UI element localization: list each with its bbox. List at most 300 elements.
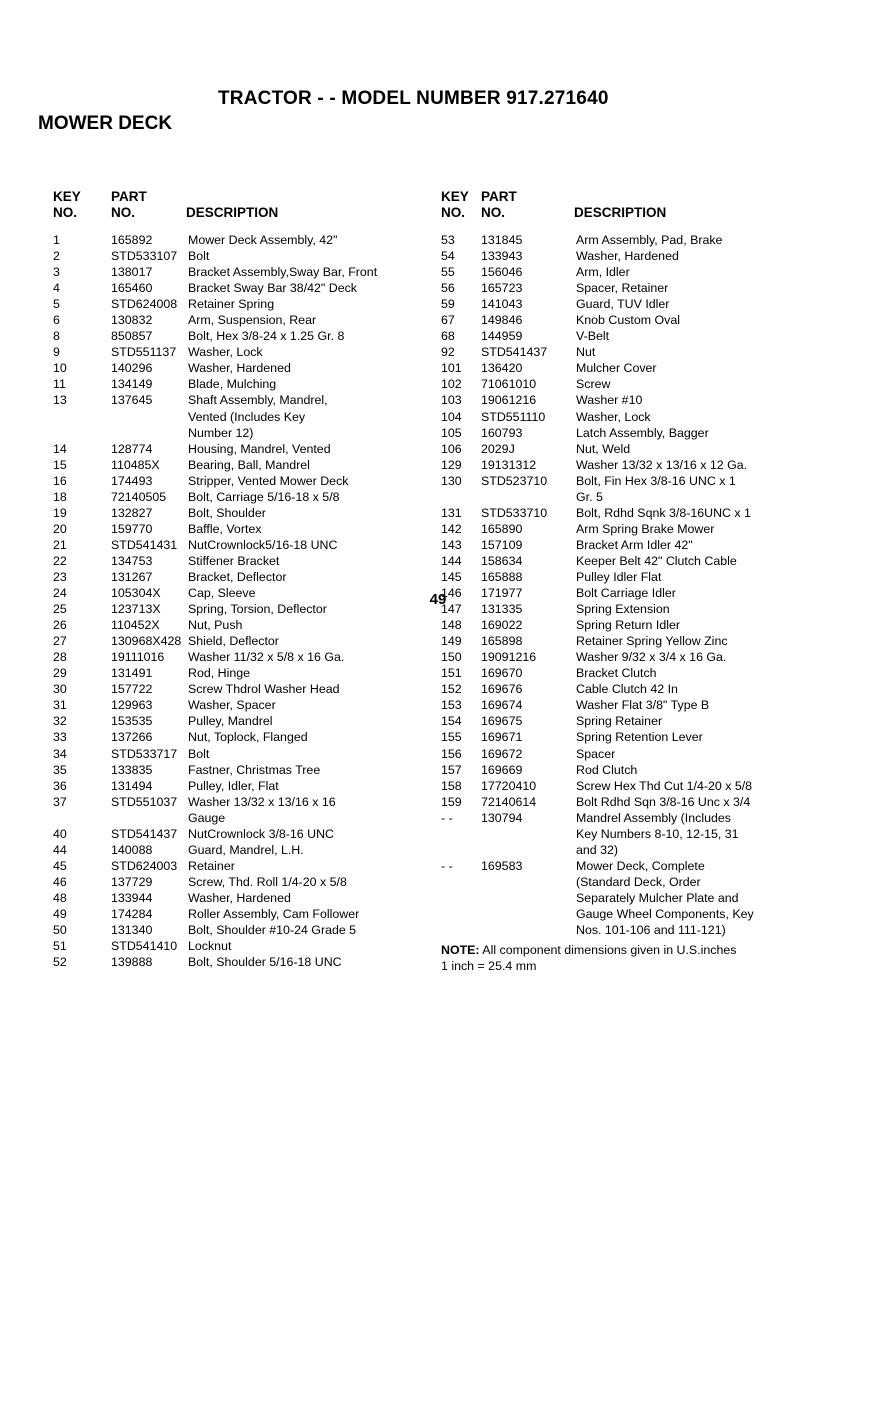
description: Bracket Sway Bar 38/42" Deck	[188, 281, 357, 296]
table-row	[441, 441, 841, 457]
key-no: 59	[441, 297, 455, 312]
part-no: 105304X	[111, 586, 161, 601]
table-row	[441, 248, 841, 264]
description: Screw Hex Thd Cut 1/4-20 x 5/8	[576, 778, 753, 793]
description: Locknut	[188, 939, 232, 954]
part-no: 137266	[111, 730, 153, 745]
description: Arm, Suspension, Rear	[188, 313, 317, 328]
table-row	[53, 954, 431, 970]
key-no: 29	[53, 666, 67, 681]
key-no: 14	[53, 441, 67, 456]
part-no: 140296	[111, 361, 153, 376]
key-no: 154	[441, 714, 462, 729]
part-no: 128774	[111, 441, 153, 456]
table-row	[53, 296, 431, 312]
description: Washer, Spacer	[188, 698, 276, 713]
table-row	[53, 280, 431, 296]
key-no: 37	[53, 794, 67, 809]
key-no: 51	[53, 939, 67, 954]
part-no: 2029J	[481, 441, 515, 456]
table-row	[441, 505, 841, 521]
key-no: 50	[53, 923, 67, 938]
parts-column-right	[441, 189, 841, 974]
table-row	[53, 232, 431, 248]
part-no: 169669	[481, 762, 523, 777]
key-no: 104	[441, 409, 462, 424]
key-no: 67	[441, 313, 455, 328]
description-header: DESCRIPTION	[186, 205, 279, 220]
table-row	[441, 713, 841, 729]
table-row	[53, 392, 431, 440]
key-no: 16	[53, 473, 67, 488]
table-row	[53, 457, 431, 473]
key-no: 22	[53, 553, 67, 568]
key-no: 19	[53, 505, 67, 520]
table-row	[53, 842, 431, 858]
table-row	[441, 858, 841, 938]
part-no: 153535	[111, 714, 153, 729]
column-headers	[53, 189, 431, 221]
part-no: 169672	[481, 746, 523, 761]
part-no: STD551037	[111, 794, 178, 809]
table-row	[53, 649, 431, 665]
description: Spring Extension	[576, 602, 670, 617]
key-no: 18	[53, 489, 67, 504]
part-no: 110452X	[111, 618, 160, 633]
table-row	[53, 505, 431, 521]
description: Arm Assembly, Pad, Brake	[576, 233, 723, 247]
part-no: STD523710	[481, 473, 548, 488]
key-no: 10	[53, 361, 67, 376]
part-no: 157109	[481, 537, 523, 552]
key-no-header: KEY NO.	[53, 189, 81, 220]
part-no: 165898	[481, 634, 523, 649]
part-no: 156046	[481, 265, 523, 280]
key-no: 101	[441, 361, 462, 376]
key-no: 9	[53, 345, 60, 360]
description: Bolt, Shoulder #10-24 Grade 5	[188, 923, 357, 938]
description: Screw, Thd. Roll 1/4-20 x 5/8	[188, 874, 347, 889]
table-row	[53, 794, 431, 826]
table-row	[441, 344, 841, 360]
key-no: 153	[441, 698, 462, 713]
part-no-header: PART NO.	[481, 189, 517, 220]
description: Nut, Push	[188, 618, 243, 633]
table-row	[441, 296, 841, 312]
key-no: 24	[53, 586, 67, 601]
description: Bolt	[188, 746, 210, 761]
table-row	[53, 778, 431, 794]
key-no: 56	[441, 281, 455, 296]
description: Nut	[576, 345, 596, 360]
description: Guard, TUV Idler	[576, 297, 670, 312]
description: Pulley, Mandrel	[188, 714, 273, 729]
description: Bracket, Deflector	[188, 569, 287, 584]
part-no: 165723	[481, 281, 523, 296]
table-row	[441, 521, 841, 537]
description: Washer 13/32 x 13/16 x 16 Gauge	[188, 794, 336, 825]
table-row	[53, 890, 431, 906]
part-no: 140088	[111, 842, 153, 857]
table-row	[53, 681, 431, 697]
description: Rod, Hinge	[188, 666, 250, 681]
key-no-header: KEY NO.	[441, 189, 469, 220]
part-no: 123713X	[111, 602, 161, 617]
description: Screw Thdrol Washer Head	[188, 682, 340, 697]
part-no: STD541410	[111, 939, 178, 954]
key-no: 143	[441, 537, 462, 552]
part-no: 137729	[111, 874, 153, 889]
key-no: 149	[441, 634, 462, 649]
part-no: 134753	[111, 553, 153, 568]
key-no: 144	[441, 553, 462, 568]
description: Pulley Idler Flat	[576, 569, 662, 584]
description: Mandrel Assembly (Includes Key Numbers 8-10, 12-15, 31 and 32)	[576, 810, 739, 857]
part-no: 169675	[481, 714, 523, 729]
description: Bracket Arm Idler 42"	[576, 537, 693, 552]
part-no: 138017	[111, 265, 153, 280]
description: Bracket Assembly,Sway Bar, Front	[188, 265, 378, 280]
part-no: 174284	[111, 906, 153, 921]
description: Arm, Idler	[576, 265, 630, 280]
key-no: 147	[441, 602, 462, 617]
part-no: 165892	[111, 233, 153, 247]
table-row	[53, 746, 431, 762]
description: Fastner, Christmas Tree	[188, 762, 321, 777]
description: Cable Clutch 42 In	[576, 682, 678, 697]
table-row	[441, 457, 841, 473]
key-no: 54	[441, 249, 455, 264]
part-no: STD541437	[481, 345, 548, 360]
table-row	[441, 778, 841, 794]
table-row	[441, 569, 841, 585]
part-no-header: PART NO.	[111, 189, 147, 220]
key-no: 148	[441, 618, 462, 633]
part-no: 131335	[481, 602, 523, 617]
key-no: 145	[441, 569, 462, 584]
key-no: 23	[53, 569, 67, 584]
key-no: 35	[53, 762, 67, 777]
description: Washer, Hardened	[188, 890, 291, 905]
key-no: 53	[441, 233, 455, 247]
key-no: 1	[53, 233, 60, 247]
note-text: All component dimensions given in U.S.inches	[479, 943, 737, 958]
description: Bolt, Shoulder	[188, 505, 266, 520]
table-row	[53, 713, 431, 729]
description: Bracket Clutch	[576, 666, 657, 681]
table-row	[53, 360, 431, 376]
part-no: 131491	[111, 666, 153, 681]
part-no: 72140505	[111, 489, 167, 504]
description: Washer 13/32 x 13/16 x 12 Ga.	[576, 457, 748, 472]
key-no: 26	[53, 618, 67, 633]
table-row	[441, 810, 841, 858]
description: Arm Spring Brake Mower	[576, 521, 715, 536]
description: Mulcher Cover	[576, 361, 657, 376]
part-no: 169583	[481, 858, 523, 873]
table-row	[53, 328, 431, 344]
description: Roller Assembly, Cam Follower	[188, 906, 360, 921]
key-no: 151	[441, 666, 462, 681]
description: Cap, Sleeve	[188, 586, 256, 601]
table-row	[441, 729, 841, 745]
key-no: 6	[53, 313, 60, 328]
description: Screw	[576, 377, 611, 392]
key-no: 27	[53, 634, 67, 649]
table-row	[441, 746, 841, 762]
part-no: 174493	[111, 473, 153, 488]
description: NutCrownlock5/16-18 UNC	[188, 537, 338, 552]
table-row	[441, 617, 841, 633]
table-row	[53, 617, 431, 633]
description: Washer, Lock	[188, 345, 263, 360]
key-no: 68	[441, 329, 455, 344]
description: Bolt, Fin Hex 3/8-16 UNC x 1 Gr. 5	[576, 473, 736, 504]
note-label: NOTE:	[441, 943, 480, 958]
description: Bolt, Carriage 5/16-18 x 5/8	[188, 489, 340, 504]
part-no: 165460	[111, 281, 153, 296]
part-no: 159770	[111, 521, 153, 536]
part-no: 169671	[481, 730, 523, 745]
table-row	[53, 264, 431, 280]
key-no: 52	[53, 955, 67, 970]
description: Spacer, Retainer	[576, 281, 669, 296]
key-no: 25	[53, 602, 67, 617]
part-no: 19131312	[481, 457, 537, 472]
description: Latch Assembly, Bagger	[576, 425, 709, 440]
table-row	[441, 376, 841, 392]
description: Washer #10	[576, 393, 643, 408]
description: Shield, Deflector	[188, 634, 279, 649]
part-no: 165890	[481, 521, 523, 536]
part-no: 850857	[111, 329, 153, 344]
description: Retainer Spring Yellow Zinc	[576, 634, 728, 649]
page-title: TRACTOR - - MODEL NUMBER 917.271640	[218, 88, 609, 109]
description-header: DESCRIPTION	[574, 205, 667, 220]
description: Bolt, Hex 3/8-24 x 1.25 Gr. 8	[188, 329, 345, 344]
table-row	[441, 537, 841, 553]
description: Bolt Rdhd Sqn 3/8-16 Unc x 3/4	[576, 794, 751, 809]
table-row	[441, 762, 841, 778]
description: Washer, Lock	[576, 409, 651, 424]
column-headers	[441, 189, 841, 221]
table-row	[53, 248, 431, 264]
key-no: 152	[441, 682, 462, 697]
description: Washer 9/32 x 3/4 x 16 Ga.	[576, 650, 727, 665]
table-row	[53, 762, 431, 778]
table-row	[53, 553, 431, 569]
table-row	[441, 232, 841, 248]
description: Guard, Mandrel, L.H.	[188, 842, 304, 857]
key-no: 33	[53, 730, 67, 745]
table-row	[441, 392, 841, 408]
key-no: 5	[53, 297, 60, 312]
key-no: 130	[441, 473, 462, 488]
description: Baffle, Vortex	[188, 521, 262, 536]
table-row	[53, 874, 431, 890]
key-no: 11	[53, 377, 66, 392]
part-no: 144959	[481, 329, 523, 344]
table-row	[53, 665, 431, 681]
key-no: 13	[53, 393, 67, 408]
table-row	[441, 280, 841, 296]
description: Retainer Spring	[188, 297, 275, 312]
key-no: 40	[53, 826, 67, 841]
parts-list-right	[441, 232, 841, 938]
key-no: 3	[53, 265, 60, 280]
table-row	[53, 344, 431, 360]
table-row	[441, 264, 841, 280]
key-no: 32	[53, 714, 67, 729]
description: Housing, Mandrel, Vented	[188, 441, 331, 456]
description: Washer, Hardened	[576, 249, 679, 264]
part-no: 133944	[111, 890, 153, 905]
description: Mower Deck Assembly, 42"	[188, 233, 338, 247]
part-no: 169022	[481, 618, 523, 633]
key-no: 159	[441, 794, 462, 809]
table-row	[441, 328, 841, 344]
section-title: MOWER DECK	[38, 113, 173, 134]
key-no: 46	[53, 874, 67, 889]
description: Washer 11/32 x 5/8 x 16 Ga.	[188, 650, 345, 665]
description: Bolt, Shoulder 5/16-18 UNC	[188, 955, 342, 970]
description: Stripper, Vented Mower Deck	[188, 473, 349, 488]
table-row	[53, 569, 431, 585]
part-no: 19091216	[481, 650, 537, 665]
key-no: 102	[441, 377, 462, 392]
description: Bolt	[188, 249, 210, 264]
description: Retainer	[188, 858, 235, 873]
description: Shaft Assembly, Mandrel, Vented (Includes Key Number 12)	[188, 393, 328, 440]
part-no: 157722	[111, 682, 153, 697]
table-row	[441, 553, 841, 569]
part-no: 129963	[111, 698, 153, 713]
key-no: 156	[441, 746, 462, 761]
part-no: 165888	[481, 569, 523, 584]
key-no: 45	[53, 858, 67, 873]
table-row	[53, 906, 431, 922]
table-row	[53, 729, 431, 745]
part-no: 131267	[111, 569, 153, 584]
part-no: 141043	[481, 297, 523, 312]
description: Bolt, Rdhd Sqnk 3/8-16UNC x 1	[576, 505, 751, 520]
table-row	[441, 681, 841, 697]
key-no: 8	[53, 329, 60, 344]
description: V-Belt	[576, 329, 610, 344]
table-row	[53, 938, 431, 954]
table-row	[53, 826, 431, 842]
key-no: 31	[53, 698, 67, 713]
table-row	[53, 376, 431, 392]
key-no: 106	[441, 441, 462, 456]
description: Washer Flat 3/8" Type B	[576, 698, 710, 713]
table-row	[53, 473, 431, 489]
part-no: STD624008	[111, 297, 178, 312]
part-no: 136420	[481, 361, 523, 376]
description: Rod Clutch	[576, 762, 638, 777]
part-no: STD533107	[111, 249, 178, 264]
table-row	[441, 409, 841, 425]
table-row	[441, 794, 841, 810]
key-no: - -	[441, 810, 453, 825]
description: Spring, Torsion, Deflector	[188, 602, 327, 617]
key-no: 15	[53, 457, 67, 472]
description: Pulley, Idler, Flat	[188, 778, 279, 793]
key-no: 44	[53, 842, 67, 857]
table-row	[441, 360, 841, 376]
key-no: - -	[441, 858, 453, 873]
key-no: 49	[53, 906, 67, 921]
description: Keeper Belt 42" Clutch Cable	[576, 553, 737, 568]
part-no: 134149	[111, 377, 153, 392]
description: Knob Custom Oval	[576, 313, 680, 328]
description: Bearing, Ball, Mandrel	[188, 457, 310, 472]
part-no: 17720410	[481, 778, 537, 793]
description: Spacer	[576, 746, 616, 761]
key-no: 4	[53, 281, 60, 296]
part-no: 19061216	[481, 393, 537, 408]
key-no: 2	[53, 249, 60, 264]
part-no: 130832	[111, 313, 153, 328]
table-row	[441, 649, 841, 665]
table-row	[53, 489, 431, 505]
key-no: 21	[53, 537, 67, 552]
description: NutCrownlock 3/8-16 UNC	[188, 826, 334, 841]
key-no: 20	[53, 521, 67, 536]
part-no: STD551137	[111, 345, 177, 360]
part-no: STD541431	[111, 537, 178, 552]
key-no: 103	[441, 393, 462, 408]
part-no: 131340	[111, 923, 153, 938]
part-no: 133943	[481, 249, 523, 264]
part-no: 149846	[481, 313, 523, 328]
key-no: 92	[441, 345, 455, 360]
table-row	[53, 633, 431, 649]
note-conversion: 1 inch = 25.4 mm	[441, 959, 537, 974]
key-no: 129	[441, 457, 462, 472]
key-no: 158	[441, 778, 462, 793]
table-row	[53, 922, 431, 938]
part-no: 130968X428	[111, 634, 182, 649]
part-no: 169670	[481, 666, 523, 681]
part-no: 169674	[481, 698, 523, 713]
key-no: 155	[441, 730, 462, 745]
key-no: 48	[53, 890, 67, 905]
part-no: STD533717	[111, 746, 178, 761]
note	[441, 942, 841, 974]
part-no: STD551110	[481, 409, 546, 424]
table-row	[53, 441, 431, 457]
table-row	[441, 633, 841, 649]
part-no: 132827	[111, 505, 153, 520]
page-number: 49	[429, 591, 447, 608]
key-no: 157	[441, 762, 462, 777]
table-row	[441, 665, 841, 681]
part-no: 131494	[111, 778, 153, 793]
description: Washer, Hardened	[188, 361, 291, 376]
table-row	[53, 521, 431, 537]
key-no: 55	[441, 265, 455, 280]
part-no: STD533710	[481, 505, 548, 520]
description: Nut, Toplock, Flanged	[188, 730, 308, 745]
table-row	[441, 312, 841, 328]
description: Blade, Mulching	[188, 377, 277, 392]
table-row	[53, 537, 431, 553]
key-no: 34	[53, 746, 67, 761]
part-no: 130794	[481, 810, 523, 825]
part-no: 171977	[481, 586, 523, 601]
part-no: STD624003	[111, 858, 178, 873]
